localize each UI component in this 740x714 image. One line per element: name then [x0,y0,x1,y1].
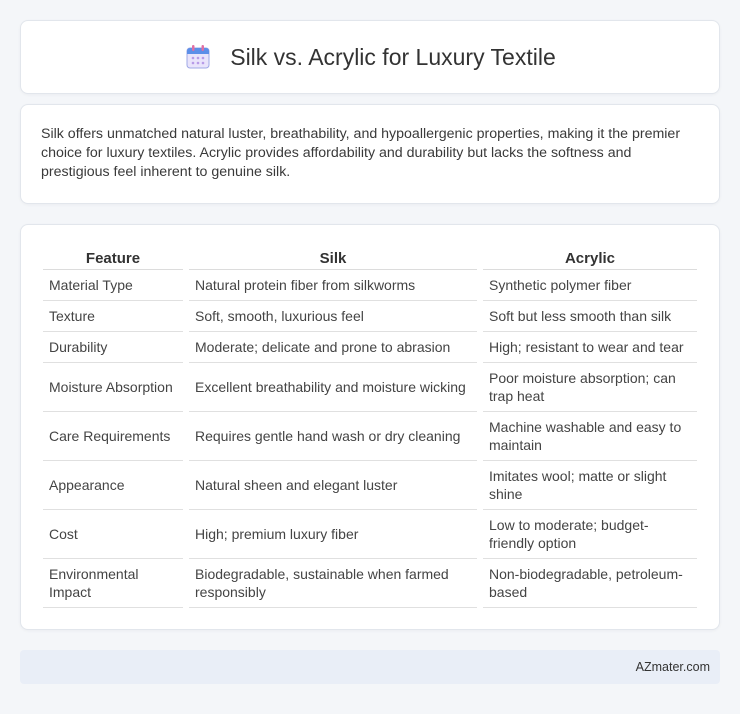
table-row [43,270,697,301]
acrylic-cell: Synthetic polymer fiber [483,270,697,301]
table-row [43,363,697,412]
acrylic-cell: High; resistant to wear and tear [483,332,697,363]
table-header-row [43,245,697,270]
silk-cell: Excellent breathability and moisture wicking [189,363,477,412]
acrylic-cell: Imitates wool; matte or slight shine [483,461,697,510]
comparison-card [20,224,720,630]
feature-cell: Moisture Absorption [43,363,183,412]
acrylic-cell: Low to moderate; budget-friendly option [483,510,697,559]
acrylic-cell: Poor moisture absorption; can trap heat [483,363,697,412]
silk-cell: Biodegradable, sustainable when farmed responsibly [189,559,477,608]
calendar-icon [184,43,212,71]
table-row [43,332,697,363]
title-card [20,20,720,94]
header-acrylic: Acrylic [483,245,697,270]
intro-text: Silk offers unmatched natural luster, breathability, and hypoallergenic properties, making it the premier choice for luxury textiles. Acrylic provides affordability and durability but lacks the softness and prestigious feel inherent to genuine silk. [41,126,681,180]
table-row [43,461,697,510]
footer-brand: AZmater.com [635,660,710,674]
feature-cell: Environmental Impact [43,559,183,608]
footer-bar [20,650,720,684]
feature-cell: Durability [43,332,183,363]
table-row [43,412,697,461]
feature-cell: Material Type [43,270,183,301]
comparison-table [37,245,703,608]
silk-cell: High; premium luxury fiber [189,510,477,559]
feature-cell: Cost [43,510,183,559]
page-title: Silk vs. Acrylic for Luxury Textile [230,43,556,70]
silk-cell: Soft, smooth, luxurious feel [189,301,477,332]
header-silk: Silk [189,245,477,270]
intro-card [20,104,720,204]
feature-cell: Texture [43,301,183,332]
header-feature: Feature [43,245,183,270]
acrylic-cell: Soft but less smooth than silk [483,301,697,332]
acrylic-cell: Non-biodegradable, petroleum-based [483,559,697,608]
silk-cell: Moderate; delicate and prone to abrasion [189,332,477,363]
acrylic-cell: Machine washable and easy to maintain [483,412,697,461]
silk-cell: Natural sheen and elegant luster [189,461,477,510]
feature-cell: Care Requirements [43,412,183,461]
feature-cell: Appearance [43,461,183,510]
table-row [43,559,697,608]
silk-cell: Requires gentle hand wash or dry cleaning [189,412,477,461]
silk-cell: Natural protein fiber from silkworms [189,270,477,301]
table-row [43,301,697,332]
table-row [43,510,697,559]
